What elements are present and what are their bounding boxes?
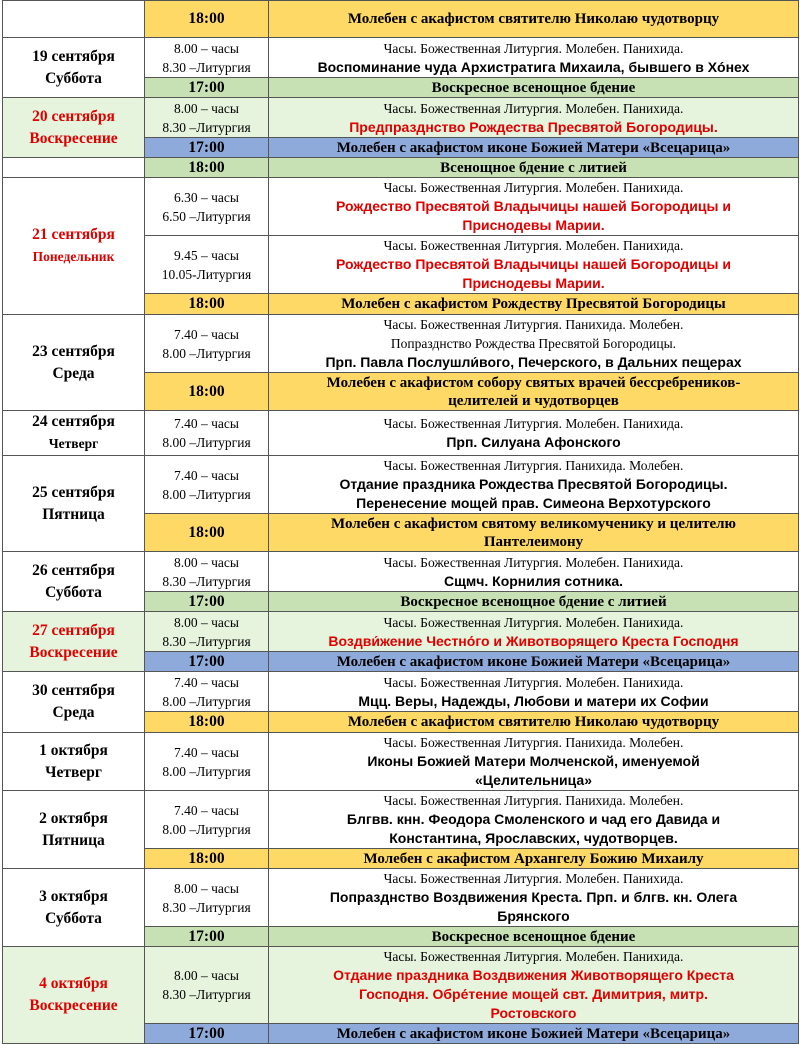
- feast-line: Сщмч. Корнилия сотника.: [443, 572, 624, 589]
- weekday-label: Среда: [52, 704, 95, 721]
- feast-line: Отдание праздника Рождества Пресвятой Богородицы.: [339, 476, 728, 492]
- service-row: [3, 869, 799, 927]
- bar-event-line: Молебен с акафистом святителю Николаю чудотворцу: [347, 714, 720, 730]
- general-services: Часы. Божественная Литургия. Панихида. Молебен.: [383, 793, 684, 808]
- feast-line: Иконы Божией Матери Молченской, именуемой: [367, 753, 700, 769]
- date-label: 26 сентября: [32, 561, 115, 579]
- bar-time: 18:00: [145, 158, 269, 178]
- general-services: Часы. Божественная Литургия. Молебен. Панихида.: [383, 180, 684, 195]
- feast-line: Предпразднство Рождества Пресвятой Богородицы.: [349, 118, 718, 135]
- time-line: 8.30 –Литургия: [162, 899, 251, 915]
- general-services: Часы. Божественная Литургия. Панихида. Молебен.: [383, 317, 684, 332]
- day-cell: [3, 315, 145, 411]
- times-cell: [145, 98, 269, 138]
- weekday-label: Суббота: [45, 909, 102, 927]
- weekday-label: Воскресение: [29, 129, 118, 147]
- bar-event-line: целителей и чудотворцев: [448, 392, 619, 409]
- date-label: 3 октября: [39, 887, 108, 905]
- bar-time: 17:00: [145, 78, 269, 98]
- bar-event-line: Молебен с акафистом Рождеству Пресвятой Богородицы: [341, 296, 726, 312]
- times-cell: [145, 947, 269, 1024]
- general-services: Часы. Божественная Литургия. Молебен. Панихида.: [383, 949, 684, 964]
- service-row: [3, 552, 799, 592]
- general-services: Часы. Божественная Литургия. Молебен. Панихида.: [383, 40, 684, 56]
- general-services: Часы. Божественная Литургия. Молебен. Панихида.: [383, 238, 684, 253]
- service-cell: [269, 947, 799, 1024]
- time-line: 7.40 – часы: [174, 744, 239, 760]
- weekday-label: Суббота: [45, 69, 102, 87]
- times-cell: [145, 178, 269, 236]
- weekday-label: Пятница: [42, 505, 105, 523]
- bar-time: 18:00: [145, 712, 269, 733]
- service-row: [3, 411, 799, 456]
- feast-line: Воздви́жение Честно́го и Животворящего Креста Господня: [328, 632, 739, 649]
- time-line: 7.40 – часы: [174, 674, 239, 690]
- service-row: [3, 315, 799, 373]
- feast-line: Отдание праздника Воздвижения Животворящего Креста: [333, 967, 734, 983]
- day-cell: [3, 411, 145, 456]
- service-row: [3, 98, 799, 138]
- time-line: 8.30 –Литургия: [162, 633, 251, 649]
- bar-event: [269, 652, 799, 672]
- date-label: 1 октября: [39, 741, 108, 759]
- bar-event: [269, 712, 799, 733]
- weekday-label: Воскресение: [29, 997, 118, 1014]
- feast-line: Брянского: [497, 908, 570, 924]
- day-cell: [3, 456, 145, 552]
- bar-event: [269, 849, 799, 869]
- date-label: 21 сентября: [32, 226, 115, 243]
- bar-time: 18:00: [145, 514, 269, 552]
- time-line: 8.00 – часы: [174, 614, 239, 630]
- feast-line: «Целительница»: [474, 772, 593, 788]
- weekday-label: Четверг: [48, 436, 99, 451]
- time-line: 8.00 – часы: [174, 880, 239, 896]
- day-cell: [3, 791, 145, 869]
- bar-event-line: Воскресное всенощное бдение: [431, 928, 636, 945]
- service-row: [3, 733, 799, 791]
- times-cell: [145, 236, 269, 294]
- feast-line: Прп. Павла Послушли́вого, Печерского, в Дальних пещерах: [325, 354, 742, 370]
- day-cell: [3, 612, 145, 672]
- time-line: 7.40 – часы: [174, 326, 239, 342]
- feast-line: Прп. Силуана Афонского: [446, 434, 621, 450]
- bar-time: 18:00: [145, 294, 269, 315]
- time-line: 8.00 – часы: [174, 554, 239, 570]
- service-bar-row: [3, 158, 799, 178]
- day-cell: [3, 947, 145, 1044]
- time-line: 8.30 –Литургия: [162, 573, 251, 589]
- bar-event-line: Молебен с акафистом иконе Божией Матери «Всецарица»: [336, 1025, 731, 1042]
- time-line: 8.00 –Литургия: [162, 435, 251, 450]
- times-cell: [145, 733, 269, 791]
- general-services: Часы. Божественная Литургия. Панихида. Молебен.: [383, 458, 684, 473]
- feast-line: Ростовского: [490, 1005, 577, 1021]
- weekday-label: Пятница: [42, 831, 105, 849]
- service-cell: [269, 552, 799, 592]
- bar-event: [269, 78, 799, 98]
- bar-event: [269, 927, 799, 947]
- time-line: 8.00 – часы: [174, 100, 239, 116]
- date-label: 25 сентября: [32, 483, 115, 501]
- date-label: 27 сентября: [32, 621, 115, 639]
- feast-line: Рождество Пресвятой Владычицы нашей Богородицы и: [336, 256, 731, 272]
- bar-time: 17:00: [145, 1024, 269, 1044]
- day-cell: [3, 869, 145, 947]
- general-services: Часы. Божественная Литургия. Молебен. Панихида.: [383, 554, 684, 570]
- feast-line: Рождество Пресвятой Владычицы нашей Богородицы и: [336, 198, 731, 214]
- service-cell: [269, 456, 799, 514]
- service-cell: [269, 236, 799, 294]
- service-row: [3, 38, 799, 78]
- bar-event-line: Молебен с акафистом иконе Божией Матери «Всецарица»: [336, 139, 731, 156]
- day-cell: [3, 178, 145, 315]
- feast-line: Господня. Обре́тение мощей свт. Димитрия, митр.: [359, 986, 708, 1002]
- time-line: 8.00 –Литургия: [162, 763, 251, 779]
- date-label: 2 октября: [39, 809, 108, 827]
- bar-event-line: Воскресное всенощное бдение: [431, 79, 636, 96]
- schedule-table: [2, 0, 799, 1044]
- service-row: [3, 612, 799, 652]
- general-services: Часы. Божественная Литургия. Молебен. Панихида.: [383, 871, 684, 886]
- bar-time: 17:00: [145, 927, 269, 947]
- time-line: 10.05-Литургия: [161, 266, 252, 282]
- service-cell: [269, 612, 799, 652]
- bar-event: [269, 373, 799, 411]
- empty-day-cell: [3, 1, 145, 38]
- time-line: 7.40 – часы: [174, 467, 239, 483]
- date-label: 4 октября: [39, 975, 108, 992]
- feast-line: Попразднство Воздвижения Креста. Прп. и блгв. кн. Олега: [329, 889, 738, 905]
- weekday-label: Понедельник: [32, 249, 115, 264]
- bar-event-line: Всенощное бдение с литией: [440, 159, 627, 176]
- service-cell: [269, 672, 799, 712]
- times-cell: [145, 315, 269, 373]
- feast-line: Попразднство Рождества Пресвятой Богородицы.: [390, 336, 677, 351]
- times-cell: [145, 456, 269, 514]
- bar-time: 17:00: [145, 652, 269, 672]
- bar-event-line: Молебен с акафистом иконе Божией Матери «Всецарица»: [336, 653, 731, 670]
- service-row: [3, 672, 799, 712]
- general-services: Часы. Божественная Литургия. Панихида. Молебен.: [383, 735, 684, 750]
- service-cell: [269, 733, 799, 791]
- feast-line: Константина, Ярославских, чудотворцев.: [389, 830, 678, 846]
- service-bar-row: [3, 1, 799, 38]
- feast-line: Мцц. Веры, Надежды, Любови и матери их Софии: [358, 692, 709, 709]
- bar-event: [269, 1024, 799, 1044]
- time-line: 8.00 –Литургия: [162, 345, 251, 361]
- bar-event-line: Молебен с акафистом собору святых врачей бессребреников-: [326, 374, 741, 391]
- date-label: 20 сентября: [32, 107, 115, 125]
- time-line: 8.00 – часы: [174, 968, 239, 983]
- time-line: 8.00 –Литургия: [162, 821, 251, 837]
- bar-event-line: Молебен с акафистом святому великомученику и целителю: [331, 515, 736, 532]
- time-line: 7.40 – часы: [174, 802, 239, 818]
- weekday-label: Воскресение: [29, 643, 118, 661]
- feast-line: Блгвв. кнн. Феодора Смоленского и чад его Давида и: [346, 811, 721, 827]
- general-services: Часы. Божественная Литургия. Молебен. Панихида.: [383, 614, 684, 630]
- times-cell: [145, 869, 269, 927]
- weekday-label: Четверг: [45, 763, 102, 781]
- times-cell: [145, 552, 269, 592]
- bar-event: [269, 1, 799, 38]
- bar-event: [269, 138, 799, 158]
- service-row: [3, 456, 799, 514]
- service-cell: [269, 98, 799, 138]
- service-cell: [269, 411, 799, 456]
- service-row: [3, 947, 799, 1024]
- time-line: 8.00 –Литургия: [162, 486, 251, 502]
- times-cell: [145, 612, 269, 652]
- bar-event-line: Пантелеимону: [483, 533, 584, 550]
- time-line: 8.00 – часы: [174, 40, 239, 56]
- bar-event-line: Молебен с акафистом Архангелу Божию Михаилу: [363, 850, 704, 867]
- date-label: 23 сентября: [32, 342, 115, 360]
- feast-line: Приснодевы Марии.: [462, 275, 605, 291]
- date-label: 24 сентября: [32, 413, 115, 430]
- general-services: Часы. Божественная Литургия. Молебен. Панихида.: [383, 100, 684, 116]
- empty-day-cell: [3, 158, 145, 178]
- bar-time: 17:00: [145, 138, 269, 158]
- times-cell: [145, 672, 269, 712]
- bar-event-line: Воскресное всенощное бдение с литией: [400, 593, 667, 610]
- bar-event: [269, 514, 799, 552]
- bar-event: [269, 592, 799, 612]
- times-cell: [145, 38, 269, 78]
- service-row: [3, 178, 799, 236]
- times-cell: [145, 791, 269, 849]
- day-cell: [3, 672, 145, 733]
- service-cell: [269, 791, 799, 849]
- time-line: 6.50 –Литургия: [162, 208, 251, 224]
- time-line: 8.30 –Литургия: [162, 119, 251, 135]
- bar-time: 18:00: [145, 1, 269, 38]
- feast-line: Перенесение мощей прав. Симеона Верхотурского: [356, 495, 711, 511]
- time-line: 8.30 –Литургия: [162, 987, 251, 1002]
- day-cell: [3, 552, 145, 612]
- weekday-label: Среда: [52, 364, 95, 382]
- bar-time: 18:00: [145, 373, 269, 411]
- service-cell: [269, 315, 799, 373]
- service-cell: [269, 178, 799, 236]
- time-line: 7.40 – часы: [174, 416, 239, 431]
- feast-line: Приснодевы Марии.: [462, 217, 605, 233]
- day-cell: [3, 38, 145, 98]
- time-line: 8.00 –Литургия: [162, 693, 251, 709]
- general-services: Часы. Божественная Литургия. Молебен. Панихида.: [383, 674, 684, 690]
- bar-time: 18:00: [145, 849, 269, 869]
- time-line: 6.30 – часы: [174, 189, 239, 205]
- service-cell: [269, 38, 799, 78]
- service-cell: [269, 869, 799, 927]
- bar-event-line: Молебен с акафистом святителю Николаю чудотворцу: [347, 11, 720, 27]
- times-cell: [145, 411, 269, 456]
- date-label: 19 сентября: [32, 47, 115, 65]
- general-services: Часы. Божественная Литургия. Молебен. Панихида.: [383, 416, 684, 431]
- bar-time: 17:00: [145, 592, 269, 612]
- feast-line: Воспоминание чуда Архистратига Михаила, бывшего в Хóнех: [317, 58, 750, 75]
- time-line: 9.45 – часы: [174, 247, 239, 263]
- bar-event: [269, 158, 799, 178]
- day-cell: [3, 733, 145, 791]
- date-label: 30 сентября: [32, 682, 115, 699]
- service-row: [3, 791, 799, 849]
- time-line: 8.30 –Литургия: [162, 59, 251, 75]
- bar-event: [269, 294, 799, 315]
- weekday-label: Суббота: [45, 583, 102, 601]
- day-cell: [3, 98, 145, 158]
